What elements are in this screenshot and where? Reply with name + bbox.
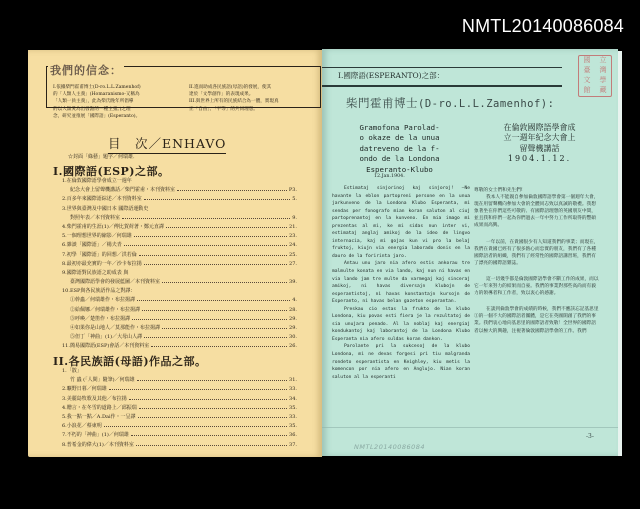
stamp-char: 臺: [583, 66, 591, 74]
speaker-name-zh: 柴門霍甫博士: [346, 96, 418, 110]
speaker-name-latin: (D-ro.L.L.Zamenhof):: [418, 98, 555, 110]
toc-entry: [62, 214, 297, 223]
toc-entry: [62, 422, 297, 431]
toc-entry-title: 2.曠野日暮／何瑞雄: [62, 386, 107, 393]
esperanto-body: [332, 185, 470, 381]
toc-entry-title: 2.百多年來國際語綜述／本刊資料室: [62, 196, 142, 203]
fold-line: [322, 427, 618, 428]
creed-line: I.依據柴門霍甫博士(D-ro.L.L.Zamenhof): [53, 85, 141, 90]
toc-leader-dots: [137, 299, 290, 301]
toc-entry: [62, 395, 297, 404]
toc-entry-page: 29.: [289, 315, 297, 322]
paragraph: 我本人不能親自參加倫敦國際語學會第一個週年大會，現在用留聲機向參加大會的全體同志致以真誠的敬禮。我想象著坐在你們這些可敬的、有國際語理想的英國朋友中間，並且我和你們一起為你們過去一年中努力工作所取得的豐碩成果而高興。: [474, 195, 599, 229]
right-page: [322, 49, 618, 456]
toc-entry-page: 23.: [289, 233, 297, 240]
title-date: 1904.1.12.: [507, 154, 572, 164]
esperanto-title: [332, 123, 467, 175]
toc-heading: 目 次／ENHAVO: [108, 134, 226, 154]
toc-entry: [62, 195, 297, 204]
section-title-esperanto: I.國際語(ESP)之部。: [53, 165, 170, 178]
creed-line: 正「自由」、「平等」的共同理想。: [189, 106, 258, 112]
toc-entry: [62, 260, 297, 269]
toc-entry-title: ⑤但丁「神曲」(1)／大母山人譯: [70, 334, 143, 341]
toc-entry: [62, 278, 297, 287]
chinese-body: [474, 187, 599, 344]
stamp-char: 學: [599, 76, 607, 84]
toc-entry-page: 26.: [289, 343, 297, 350]
toc-entry: [62, 232, 297, 241]
toc-leader-dots: [137, 379, 287, 381]
toc-leader-dots: [104, 425, 287, 427]
toc-entry: [62, 177, 297, 186]
archive-id-label: NMTL20140086084: [461, 16, 624, 36]
toc-entry-title: 紀念大會上留聲機講話／柴門霍甫・本刊資料室: [70, 187, 176, 194]
toc-entry-page: 27.: [289, 260, 297, 267]
toc-entry: [62, 315, 297, 324]
toc-leader-dots: [162, 327, 287, 329]
toc-entry: [62, 251, 297, 260]
section-title-mother-tongue: II.各民族語(母語)作品之部。: [53, 355, 207, 368]
toc-entry: [62, 287, 297, 296]
stamp-char: 灣: [599, 66, 607, 74]
toc-entry-page: 34.: [289, 395, 297, 402]
toc-leader-dots: [134, 235, 287, 237]
toc-leader-dots: [139, 254, 287, 256]
toc-entry-title: 10.ESP與各民族語作品之對譯：: [62, 288, 136, 295]
toc-entry: [62, 342, 297, 351]
creed-line: 的「人類人主義」(Homaranismo-又稱為: [53, 92, 140, 98]
toc-entry: [62, 306, 297, 315]
toc-entry-page: 25.: [289, 251, 297, 258]
toc-entry-page: 28.: [289, 306, 297, 313]
toc-entry-title: 5.一個理想世界的縮影／何瑞雄: [62, 233, 132, 240]
toc-entry-page: 36.: [289, 432, 297, 439]
stamp-char: 立: [599, 56, 607, 64]
toc-entry: [62, 241, 297, 250]
title-line: 留聲機講話: [519, 143, 560, 153]
section-label: I.國際語(ESPERANTO)之部：: [338, 71, 445, 80]
handwritten-archive-id: NMTL20140086084: [354, 443, 426, 451]
toc-leader-dots: [136, 444, 287, 446]
toc-leader-dots: [144, 263, 287, 265]
speaker-heading: [346, 95, 554, 111]
toc-entry-page: 33.: [289, 386, 297, 393]
toc-entry-title: 對照年表／本刊資料室: [70, 214, 121, 221]
toc-entry-title: 5.我一點一點／A.Dai作・一呈譯: [62, 413, 136, 420]
stamp-char: 藏: [599, 86, 607, 94]
paragraph: Antau unu jaro nia afero estis ankorau tre malmulte konata en via lando, kaj nun ni havas en via lando jam tre multe da varmegaj kaj sinceraj amikoj, ni havas diversajn klubojn de esperantistoj, ni havas konstantajn kursojn de Esperanto, ni havas belan gazeton esperantan.: [332, 261, 470, 305]
toc-entry-title: 1.「散」: [62, 368, 82, 374]
toc-entry-page: 31.: [289, 377, 297, 384]
toc-entry: [62, 441, 297, 450]
stamp-char: 館: [583, 86, 591, 94]
toc-entry: [62, 223, 297, 232]
creed-column-left: [53, 84, 177, 120]
toc-entry-title: 11.簡易國際語(ESP)會話／本刊資料室: [62, 343, 150, 350]
creed-line: 達於「文學創作」的表現成果。: [189, 92, 254, 98]
toc-entry-page: 35.: [289, 404, 297, 411]
toc-entry: [62, 376, 297, 385]
toc-leader-dots: [142, 309, 287, 311]
toc-entry-page: 37.: [289, 441, 297, 448]
esperanto-date: 12.Jan.1904.: [374, 174, 405, 179]
toc-entry-title: ④如果你是山地人／莫那能作・布拉揚譯: [70, 325, 161, 331]
toc-leader-dots: [109, 388, 287, 390]
toc-leader-dots: [144, 198, 290, 200]
toc-entry-title: 8.普希金的偉大(1)／本刊資料室: [62, 441, 134, 448]
title-line: Esperanto-Klubo: [366, 164, 433, 174]
toc-entry: [62, 431, 297, 440]
toc-entry: [62, 269, 297, 278]
toc-leader-dots: [129, 398, 287, 400]
stamp-char: 國: [583, 56, 591, 64]
toc-entry-page: 39.: [289, 279, 297, 286]
toc-leader-dots: [151, 345, 287, 347]
toc-entry-page: 9.: [292, 214, 297, 221]
creed-line: 的以人類愛為出發點的一種主張。)之理: [53, 106, 131, 112]
creed-line: II.進而助成各民族語(母語)的發展，使其: [189, 85, 272, 90]
toc-list-section1: [62, 177, 297, 352]
toc-entry-page: 4.: [292, 297, 297, 304]
toc-leader-dots: [138, 416, 287, 418]
toc-leader-dots: [124, 244, 287, 246]
toc-entry-title: 臺灣國際語學會的發展藍圖／本刊資料室: [70, 279, 161, 286]
title-line: o okaze de la unua: [359, 133, 440, 143]
toc-entry-title: 4.柴門霍甫的生涯(1)／傅比賀荷著・鄭元直譯: [62, 223, 164, 230]
toc-entry-title: 3.美麗島牧歌及其他／布拉揚: [62, 395, 127, 402]
toc-leader-dots: [144, 336, 287, 338]
toc-entry: [62, 333, 297, 342]
toc-leader-dots: [131, 434, 287, 436]
toc-entry-title: ②給佩娜／何瑞雄作・布拉揚譯: [70, 306, 141, 313]
paragraph: Parolante pri la sukcesoj de la klubo Londona, mi ne devas forgesi pri tiu malgranda rondeto esperantista en Keighley, kiu metis la komencon por nia afero en Anglujo. Nian koran saluton al la esperanti: [332, 344, 470, 380]
toc-entry: [62, 367, 297, 376]
toc-entry-title: 4.贈言・在冬雪的道路上／邱振瑞: [62, 404, 137, 411]
paragraph: 這一切幾乎都是倫敦國際語學會不斷工作的成果，而以它一年來努力的結果而自豪。我們的事業對那些高尚而有毅力的領導者和工作者，致以衷心的感謝。: [474, 276, 599, 297]
toc-entry: [62, 296, 297, 305]
paragraph: Preskau cio estas la frukto de la klubo Londona, kiu povas esti fiera je la rezultatoj de sia unujara penado. Al la noblaj kaj energiaj kondukantoj kaj laborantoj de la Londona Klubo Esperanta nia afero suldas koran dankon.: [332, 306, 470, 342]
paragraph: 在談到倫敦學會的成績的時候，我們不應該忘記基思里①的一個不大的國際語者團體，是它在英國開創了我們的事業。我們衷心地向基思里的國際語者致敬！全世界的國際語者以極大的興趣，注視著倫敦國際語學會的工作。我們: [474, 307, 599, 334]
toc-entry-title: 8.最初亦最充實的一年／沙卡布拉揚: [62, 260, 142, 267]
title-line: ondo de la Londona: [359, 154, 440, 164]
creed-line: 念，研究並推展「國際語」(Esperanto)。: [53, 113, 141, 119]
toc-entry-title: 1.在倫敦國際語學會成立一週年: [62, 178, 132, 184]
toc-entry-page: 33.: [289, 413, 297, 420]
paragraph: Estimataj sinjorinoj kaj sinjoroj! —Ne havante la eblon partopreni persone en la unua jarkunveno de la Londona Klubo Esperanta, mi sendas per fonografo mian koran saluton al ciuj partoprenantoj en la kunveno. En mia imago mi prezentas al mi, ke mi sidas nun inter vi, estimataj anglaj amikoj de la ideo de lingvo internacia, kaj mi gojas kun vi pro la belaj fruktoj, kiujn via energia laborado donis en la dauro de la foririnta jaro.: [332, 186, 470, 259]
library-seal-stamp: [578, 55, 612, 97]
toc-entry-title: 竹 蟲 (「人間」隨筆)／何瑞雄: [70, 377, 135, 384]
toc-entry-title: ③呼喚／楚笛作・布拉揚譯: [70, 315, 131, 322]
toc-entry-page: 35.: [289, 423, 297, 430]
toc-entry: [62, 205, 297, 214]
toc-leader-dots: [166, 226, 287, 228]
creed-line: 「人類一員主義」，此為柴氏晚年所倡導: [53, 99, 134, 105]
toc-list-section2: [62, 367, 297, 450]
cover-note: ☆封面「綠藝」題字／何瑞雄．: [68, 154, 139, 160]
title-line: datreveno de la f-: [359, 143, 440, 153]
left-page: [28, 50, 322, 457]
creed-column-right: [189, 84, 309, 113]
toc-entry: [62, 385, 297, 394]
page-number: -3-: [586, 433, 594, 440]
toc-entry-title: 7.不朽的「神曲」(1)／何瑞雄: [62, 432, 129, 439]
toc-entry: [62, 324, 297, 333]
toc-leader-dots: [162, 281, 287, 283]
title-line: 在倫敦國際語學會成: [503, 123, 576, 132]
paragraph: 一年以前，在貴國很少有人知道我們的事業；而現在，我們在貴國已經有了很多熱心而忠實的朋友，我們有了各種國際語者的組織，我們有了經常性的國際語講習班，我們有了漂亮的國際語雜誌。: [474, 239, 599, 266]
toc-leader-dots: [122, 217, 290, 219]
toc-leader-dots: [139, 407, 287, 409]
chinese-title: [472, 123, 607, 165]
toc-entry-title: 7.初學「國際語」的回想／洪若倫: [62, 251, 137, 258]
toc-entry-page: 30.: [289, 334, 297, 341]
title-line: 立一週年紀念大會上: [503, 133, 576, 143]
stamp-char: 文: [583, 76, 591, 84]
toc-entry-title: 6.小浪花／蔡東明: [62, 423, 102, 430]
toc-entry: [62, 404, 297, 413]
toc-entry-title: ①幹蟲／何瑞雄作・布拉揚譯: [70, 297, 136, 304]
toc-leader-dots: [132, 318, 287, 320]
toc-entry-page: 24.: [289, 242, 297, 249]
toc-entry-title: 3.世界與臺灣及中國日本 國際語運動史: [62, 205, 149, 212]
toc-entry: [62, 413, 297, 422]
toc-entry-title: 6.雜談「國際語」／楊夫青: [62, 242, 122, 249]
greeting: 尊敬的女士們和先生們!: [474, 188, 523, 193]
toc-leader-dots: [177, 189, 287, 191]
toc-entry-page: 21.: [289, 223, 297, 230]
toc-entry: [62, 186, 297, 195]
toc-entry-page: 5.: [292, 196, 297, 203]
creed-title: 我們的信念：: [50, 64, 122, 77]
toc-entry-title: 9.國際語對民族語之助成表 與: [62, 269, 129, 276]
toc-entry-page: 29.: [289, 325, 297, 331]
title-line: Gramofona Parolad-: [359, 123, 440, 132]
toc-entry-page: P3.: [288, 187, 297, 194]
creed-line: III.與世界上所有的民族結合為一體，實現真: [189, 99, 279, 105]
